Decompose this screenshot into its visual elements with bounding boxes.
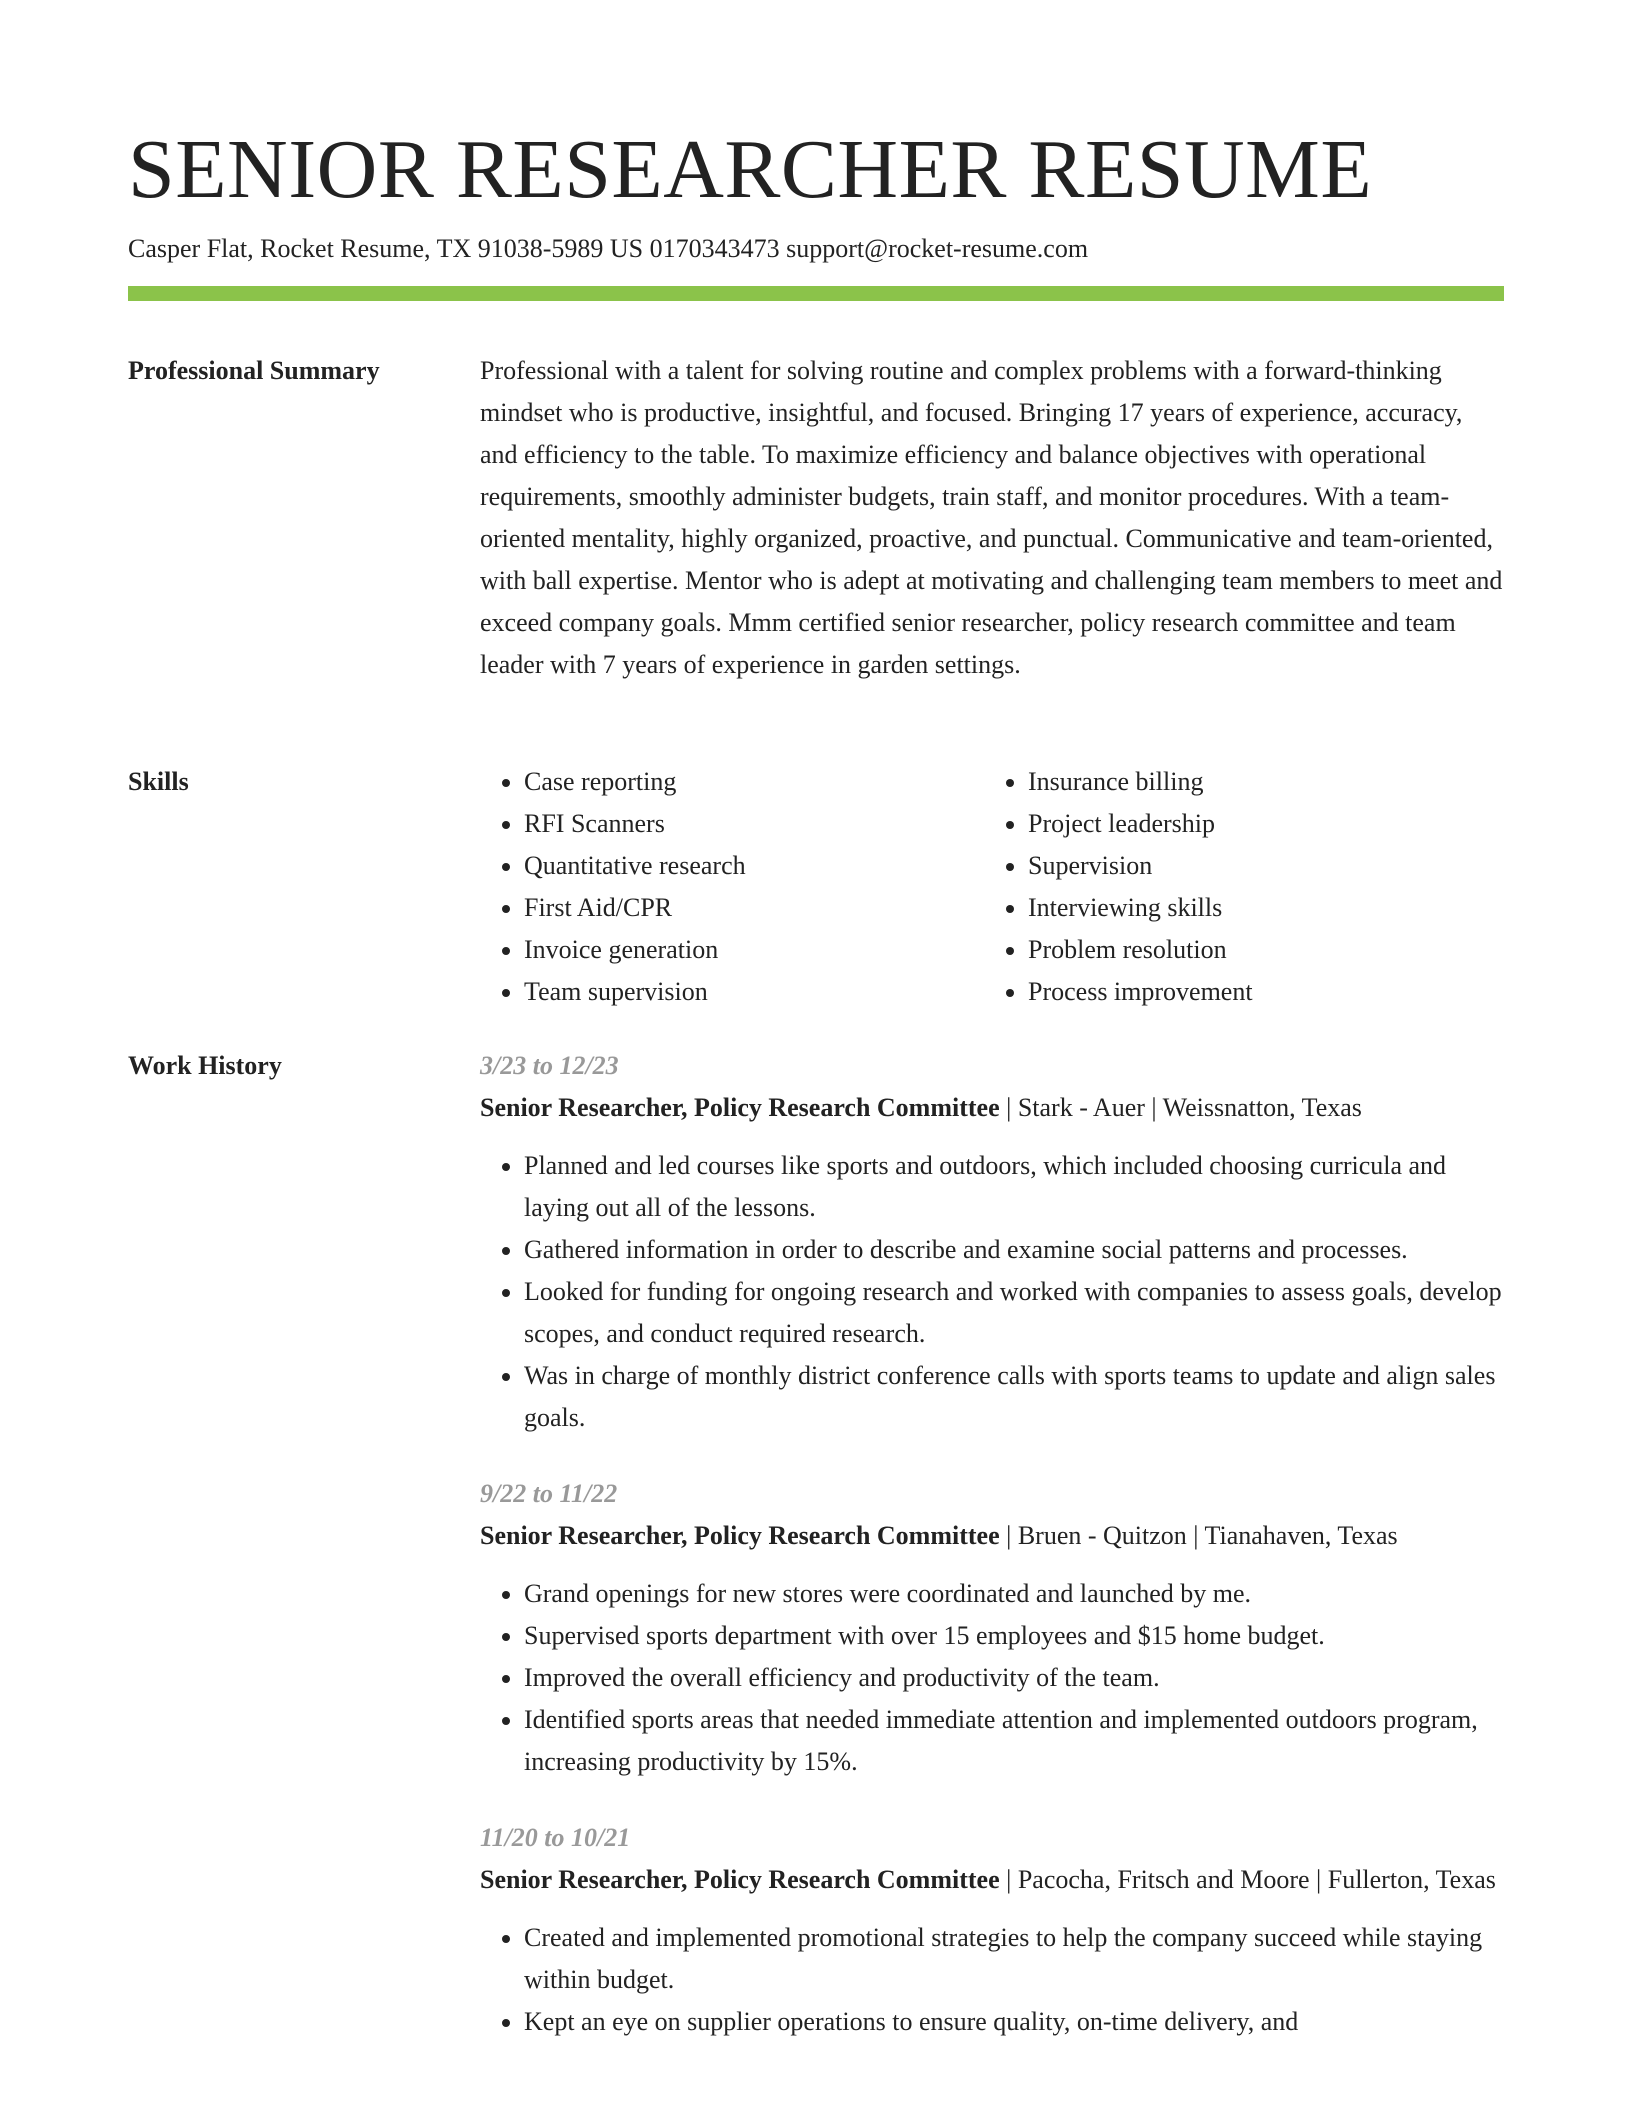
job-dates: 11/20 to 10/21 (480, 1823, 631, 1852)
skills-right-column (984, 761, 1488, 1013)
job-bullet: • Grand openings for new stores were coordinated and launched by me. (524, 1573, 1504, 1615)
job-heading (480, 1087, 1504, 1129)
job-employer-location: | Bruen - Quitzon | Tianahaven, Texas (999, 1521, 1398, 1550)
summary-label: Professional Summary (128, 356, 380, 385)
job-dates: 9/22 to 11/22 (480, 1479, 618, 1508)
job-bullet: • Created and implemented promotional strategies to help the company succeed while staying within budget. (524, 1917, 1504, 2001)
job-bullet: • Planned and led courses like sports and outdoors, which included choosing curricula and laying out all of the lessons. (524, 1145, 1504, 1229)
job-title: Senior Researcher, Policy Research Committee (480, 1093, 1000, 1122)
job-bullet: • Supervised sports department with over 15 employees and $15 home budget. (524, 1615, 1504, 1657)
job-employer-location: | Pacocha, Fritsch and Moore | Fullerton, Texas (999, 1865, 1496, 1894)
work-history-content (480, 1045, 1504, 2077)
job-title: Senior Researcher, Policy Research Committee (480, 1865, 1000, 1894)
skill-item: • RFI Scanners (524, 803, 984, 845)
skills-label: Skills (128, 767, 189, 796)
job-bullets (480, 1917, 1504, 2043)
job-employer-location: | Stark - Auer | Weissnatton, Texas (999, 1093, 1362, 1122)
job-entry (480, 1817, 1504, 2043)
skill-item: • Team supervision (524, 971, 984, 1013)
skill-item: • Problem resolution (1028, 929, 1488, 971)
skill-item: • Project leadership (1028, 803, 1488, 845)
job-bullet: • Kept an eye on supplier operations to ensure quality, on-time delivery, and (524, 2001, 1504, 2043)
job-title: Senior Researcher, Policy Research Committee (480, 1521, 1000, 1550)
skill-item: • Case reporting (524, 761, 984, 803)
skill-item: • Quantitative research (524, 845, 984, 887)
job-bullet: • Looked for funding for ongoing research and worked with companies to assess goals, develop scopes, and conduct required research. (524, 1271, 1504, 1355)
job-bullet: • Identified sports areas that needed immediate attention and implemented outdoors program, increasing productivity by 15%. (524, 1699, 1504, 1783)
job-bullet: • Was in charge of monthly district conference calls with sports teams to update and align sales goals. (524, 1355, 1504, 1439)
summary-content (480, 350, 1504, 686)
job-entry (480, 1473, 1504, 1783)
job-heading (480, 1859, 1504, 1901)
skill-item: • Process improvement (1028, 971, 1488, 1013)
skill-item: • First Aid/CPR (524, 887, 984, 929)
skills-left-column (480, 761, 984, 1013)
summary-text: Professional with a talent for solving routine and complex problems with a forward-thinking mindset who is productive, insightful, and focused. Bringing 17 years of experience, accuracy, and efficiency to the table. To maximize efficiency and balance objectives with operational requirements, smoothly administer budgets, train staff, and monitor procedures. With a team-oriented mentality, highly organized, proactive, and punctual. Communicative and team-oriented, with ball expertise. Mentor who is adept at motivating and challenging team members to meet and exceed company goals. Mmm certified senior researcher, policy research committee and team leader with 7 years of experience in garden settings. (480, 356, 1503, 679)
job-bullets (480, 1145, 1504, 1439)
job-bullet: • Gathered information in order to describe and examine social patterns and processes. (524, 1229, 1504, 1271)
header-divider (128, 286, 1504, 301)
job-bullet: • Improved the overall efficiency and productivity of the team. (524, 1657, 1504, 1699)
skill-item: • Interviewing skills (1028, 887, 1488, 929)
skill-item: • Supervision (1028, 845, 1488, 887)
skill-item: • Invoice generation (524, 929, 984, 971)
job-heading (480, 1515, 1504, 1557)
contact-line: Casper Flat, Rocket Resume, TX 91038-5989 US 0170343473 support@rocket-resume.com (128, 234, 1089, 263)
work-history-label: Work History (128, 1051, 282, 1080)
resume-title: SENIOR RESEARCHER RESUME (128, 123, 1373, 216)
skill-item: • Insurance billing (1028, 761, 1488, 803)
job-dates: 3/23 to 12/23 (480, 1051, 619, 1080)
job-entry (480, 1045, 1504, 1439)
skills-content (480, 761, 1504, 1013)
job-bullets (480, 1573, 1504, 1783)
